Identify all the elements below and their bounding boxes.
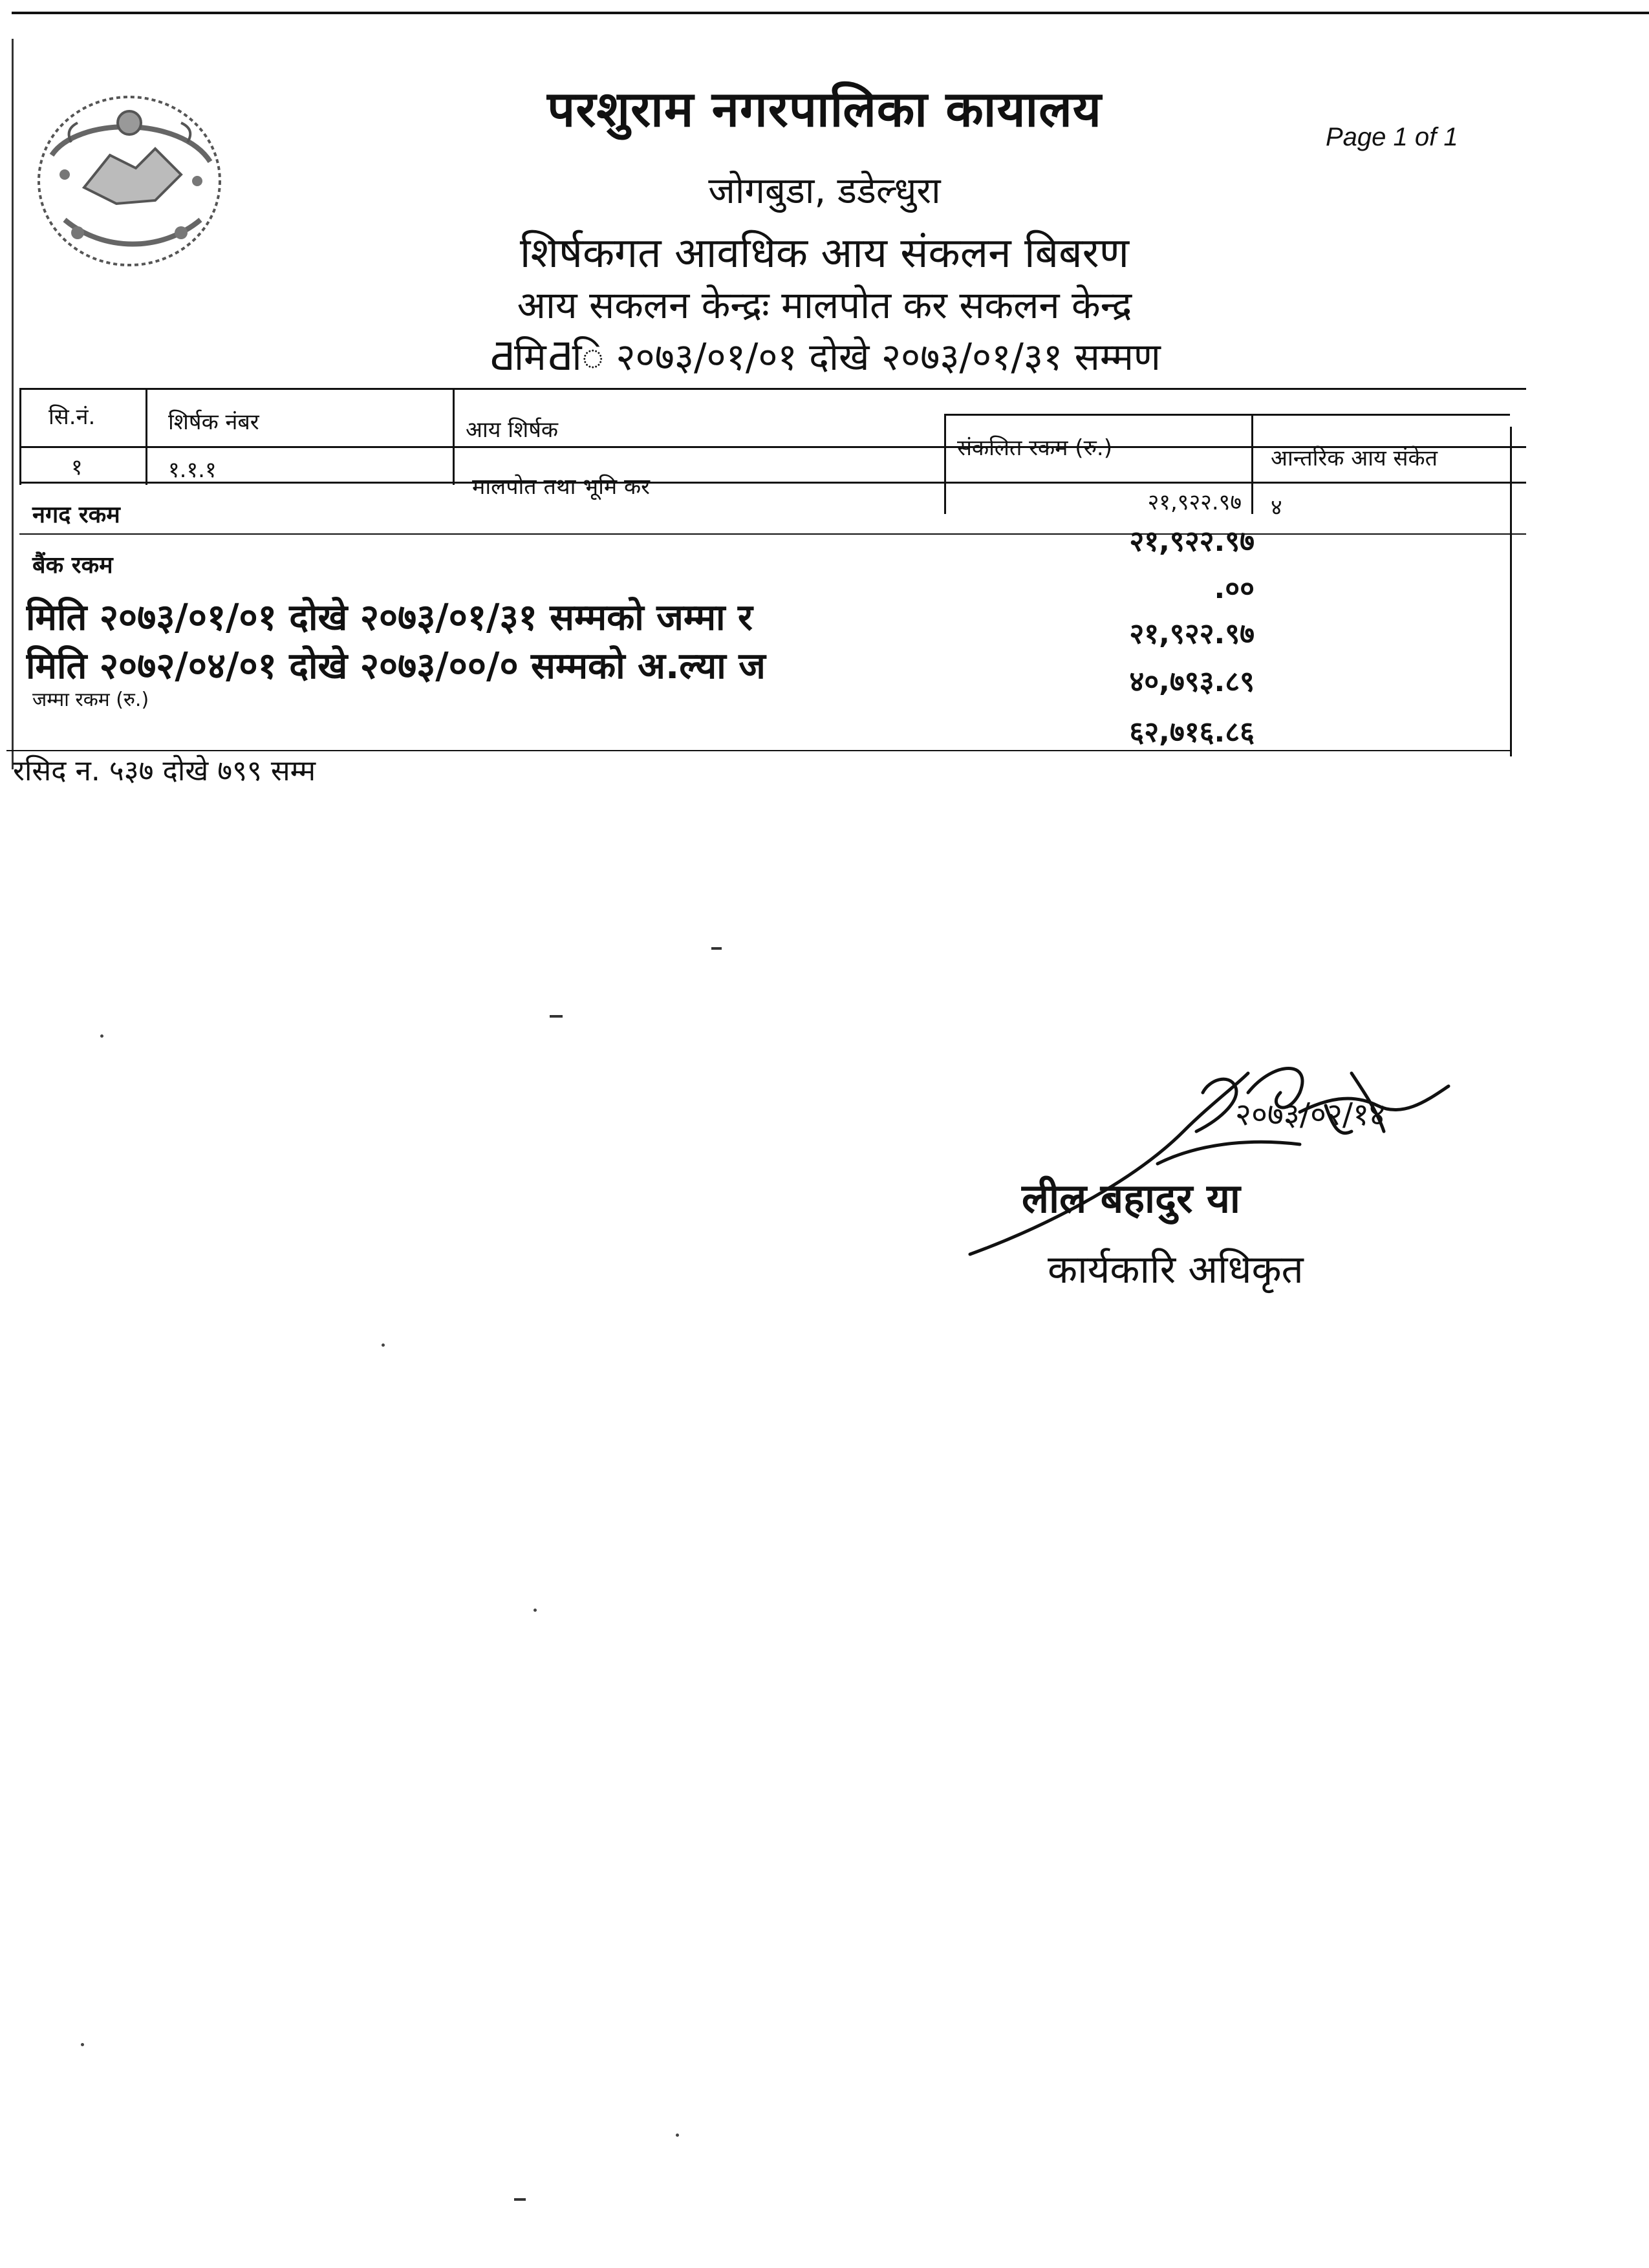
scan-speck bbox=[534, 1609, 537, 1612]
cash-row-line bbox=[19, 533, 1526, 535]
report-date-range: ƋमिƋि २०७३/०१/०१ दोखे २०७३/०१/३१ सम्मण bbox=[488, 335, 1161, 379]
cell-sn: १ bbox=[71, 455, 83, 480]
report-title: शिर्षकगत आवधिक आय संकलन बिबरण bbox=[519, 230, 1130, 277]
scan-speck bbox=[676, 2134, 679, 2137]
col-header-internal-code: आन्तरिक आय संकेत bbox=[1271, 445, 1438, 471]
cash-label: नगद रकम bbox=[32, 502, 120, 528]
organization-title: परशुराम नगरपालिका कायालय bbox=[547, 80, 1102, 138]
col-header-income-head: आय शिर्षक bbox=[466, 417, 558, 443]
cash-amount: २१,९२२.९७ bbox=[1129, 525, 1255, 558]
col-header-sn: सि.नं. bbox=[48, 404, 96, 430]
cell-amount: २१,९२२.९७ bbox=[1147, 489, 1242, 515]
table-col-line bbox=[1251, 414, 1253, 514]
receipt-range: रसिद न. ५३७ दोखे ७९९ सम्म bbox=[13, 754, 316, 787]
office-address: जोगबुडा, डडेल्धुरा bbox=[708, 170, 941, 212]
signature-date-text: २०७३/०२/१४ bbox=[1235, 1097, 1386, 1133]
table-row-bottom-line bbox=[19, 482, 1526, 484]
col-header-amount: संकलित रकम (रु.) bbox=[957, 435, 1112, 461]
scan-speck bbox=[81, 2043, 84, 2046]
signer-title: कार्यकारि अधिकृत bbox=[1048, 1247, 1304, 1292]
bank-label: बैंक रकम bbox=[32, 552, 113, 579]
scan-speck bbox=[550, 1015, 563, 1018]
bank-amount: .०० bbox=[1214, 572, 1255, 605]
page-number: Page 1 of 1 bbox=[1326, 123, 1458, 151]
table-right-line bbox=[1510, 427, 1512, 756]
scan-speck bbox=[100, 1034, 103, 1038]
collection-center: आय सकलन केन्द्रः मालपोत कर सकलन केन्द्र bbox=[517, 283, 1132, 327]
top-border-line bbox=[12, 12, 1649, 14]
scan-speck bbox=[711, 947, 722, 950]
left-border-line bbox=[12, 39, 14, 769]
cell-code: १.१.१ bbox=[168, 457, 217, 483]
table-top-right-line bbox=[944, 414, 1510, 416]
period-total-label: मिति २०७३/०१/०१ दोखे २०७३/०१/३१ सम्मको जम्मा र bbox=[26, 597, 753, 639]
scan-speck bbox=[382, 1343, 385, 1347]
table-col-line bbox=[146, 388, 147, 485]
table-col-line bbox=[453, 388, 455, 485]
signer-name: लील बहादुर या bbox=[1022, 1175, 1240, 1222]
table-top-line bbox=[19, 388, 1526, 390]
table-col-line bbox=[944, 414, 946, 514]
cell-income-head: मालपोत तथा भूमि कर bbox=[472, 474, 651, 500]
previous-total-amount: ४०,७९३.८९ bbox=[1129, 665, 1255, 698]
grand-total-label: जम्मा रकम (रु.) bbox=[32, 689, 149, 711]
col-header-code: शिर्षक नंबर bbox=[168, 409, 259, 435]
cell-internal-code: ४ bbox=[1271, 495, 1282, 520]
period-total-amount: २१,९२२.९७ bbox=[1129, 617, 1255, 650]
scan-speck bbox=[514, 2198, 526, 2201]
previous-total-label: मिति २०७२/०४/०१ दोखे २०७३/००/० सम्मको अ.ल्या ज bbox=[26, 645, 766, 687]
grand-total-amount: ६२,७१६.८६ bbox=[1129, 716, 1255, 749]
table-col-line bbox=[19, 388, 21, 485]
